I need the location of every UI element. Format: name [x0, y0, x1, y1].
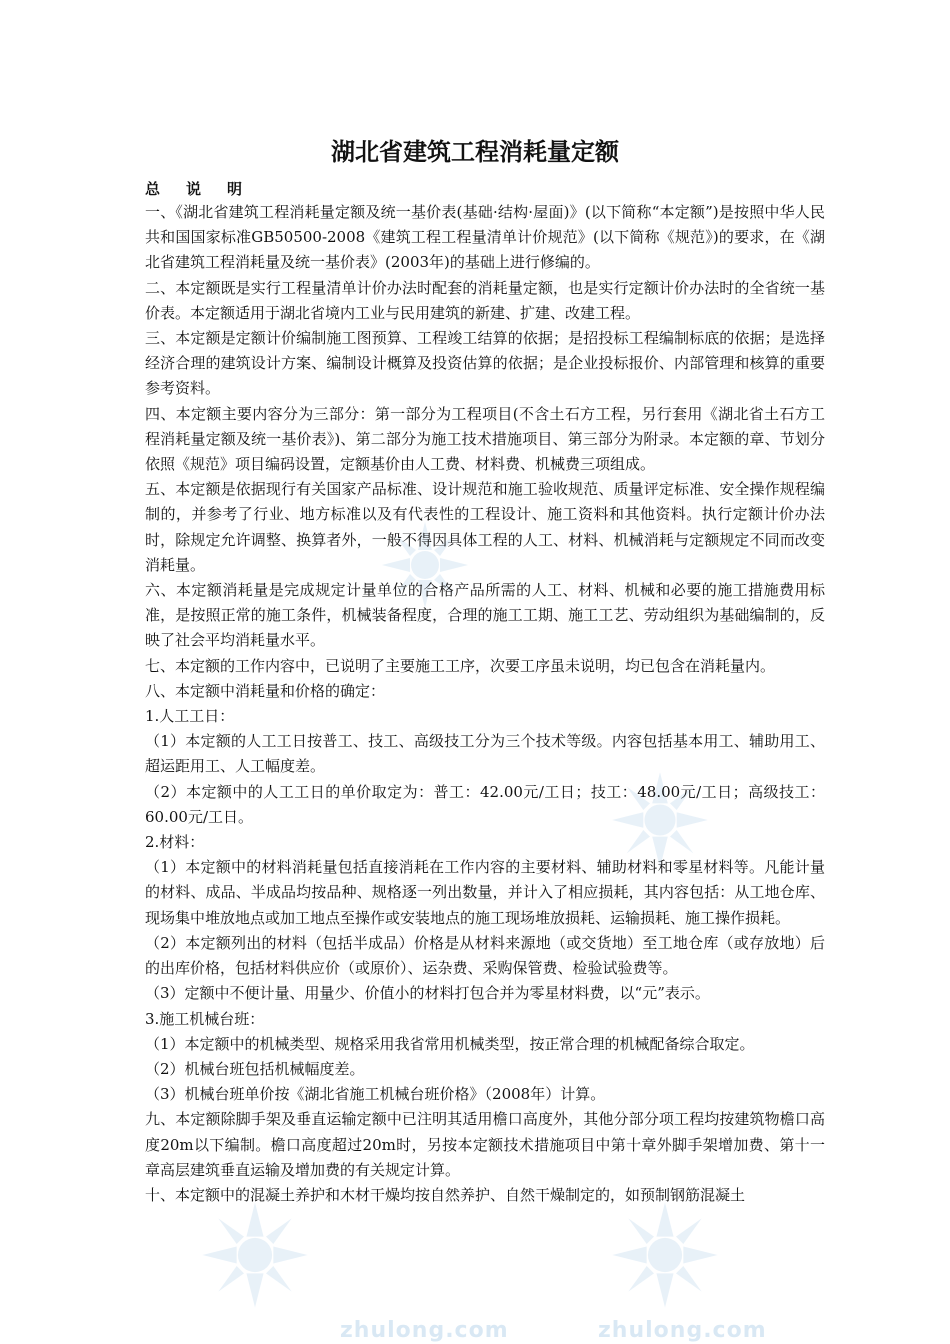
subheading: 3.施工机械台班：: [145, 1009, 265, 1028]
paragraph: （2）机械台班包括机械幅度差。: [145, 1059, 365, 1078]
watermark-logo-icon: [610, 1200, 720, 1310]
paragraph: （3）机械台班单价按《湖北省施工机械台班价格》（2008年）计算。: [145, 1085, 606, 1104]
paragraph: 六、本定额消耗量是完成规定计量单位的合格产品所需的人工、材料、机械和必要的施工措施费用标准，是按照正常的施工条件，机械装备程度，合理的施工工期、施工工艺、劳动组织为基础编制的，反映了社会平均消耗量水平。: [145, 581, 825, 650]
paragraph: 九、本定额除脚手架及垂直运输定额中已注明其适用檐口高度外，其他分部分项工程均按建筑物檐口高度20m以下编制。檐口高度超过20m时，另按本定额技术措施项目中第十章外脚手架增加费、第十一章高层建筑垂直运输及增加费的有关规定计算。: [145, 1110, 825, 1179]
section-heading: 总说明: [145, 180, 269, 198]
subheading: 2.材料：: [145, 833, 205, 852]
paragraph: （2）本定额中的人工工日的单价取定为：普工：42.00元/工日；技工：48.00元/工日；高级技工：60.00元/工日。: [145, 782, 825, 826]
watermark-logo-icon: [200, 1200, 310, 1310]
paragraph: 八、本定额中消耗量和价格的确定：: [145, 681, 386, 700]
paragraph: 二、本定额既是实行工程量清单计价办法时配套的消耗量定额，也是实行定额计价办法时的全省统一基价表。本定额适用于湖北省境内工业与民用建筑的新建、扩建、改建工程。: [145, 278, 825, 322]
document-title: 湖北省建筑工程消耗量定额: [331, 138, 619, 166]
paragraph: （1）本定额中的材料消耗量包括直接消耗在工作内容的主要材料、辅助材料和零星材料等。凡能计量的材料、成品、半成品均按品种、规格逐一列出数量，并计入了相应损耗，其内容包括：从工地仓库、现场集中堆放地点或加工地点至操作或安装地点的施工现场堆放损耗、运输损耗、施工操作损耗。: [145, 858, 825, 927]
paragraph: 十、本定额中的混凝土养护和木材干燥均按自然养护、自然干燥制定的，如预制钢筋混凝土: [145, 1185, 746, 1204]
paragraph: （2）本定额列出的材料（包括半成品）价格是从材料来源地（或交货地）至工地仓库（或存放地）后的出库价格，包括材料供应价（或原价）、运杂费、采购保管费、检验试验费等。: [145, 933, 825, 978]
paragraph: （3）定额中不便计量、用量少、价值小的材料打包合并为零星材料费，以“元”表示。: [145, 984, 710, 1003]
paragraph: （1）本定额的人工工日按普工、技工、高级技工分为三个技术等级。内容包括基本用工、辅助用工、超运距用工、人工幅度差。: [145, 732, 825, 776]
paragraph: （1）本定额中的机械类型、规格采用我省常用机械类型，按正常合理的机械配备综合取定。: [145, 1034, 755, 1053]
subheading: 1.人工工日：: [145, 707, 235, 726]
paragraph: 四、本定额主要内容分为三部分：第一部分为工程项目(不含土石方工程，另行套用《湖北省土石方工程消耗量定额及统一基价表》)、第二部分为施工技术措施项目、第三部分为附录。本定额的章、节划分依照《规范》项目编码设置，定额基价由人工费、材料费、机械费三项组成。: [145, 404, 825, 474]
paragraph: 一、《湖北省建筑工程消耗量定额及统一基价表(基础·结构·屋面)》(以下简称“本定额”)是按照中华人民共和国国家标准GB50500-2008《建筑工程工程量清单计价规范》(以下简称《规范》)的要求，在《湖北省建筑工程消耗量及统一基价表》(2003年)的基础上进行修编的。: [145, 203, 825, 272]
paragraph: 三、本定额是定额计价编制施工图预算、工程竣工结算的依据；是招投标工程编制标底的依据；是选择经济合理的建筑设计方案、编制设计概算及投资估算的依据；是企业投标报价、内部管理和核算的重要参考资料。: [145, 329, 825, 398]
paragraph: 七、本定额的工作内容中，已说明了主要施工工序，次要工序虽未说明，均已包含在消耗量内。: [145, 656, 776, 675]
watermark-text: zhulong.com: [340, 1318, 509, 1343]
paragraph: 五、本定额是依据现行有关国家产品标准、设计规范和施工验收规范、质量评定标准、安全操作规程编制的，并参考了行业、地方标准以及有代表性的工程设计、施工资料和其他资料。执行定额计价办法时，除规定允许调整、换算者外，一般不得因具体工程的人工、材料、机械消耗与定额规定不同而改变消耗量。: [145, 480, 825, 574]
document-body: [145, 200, 825, 1208]
watermark-text: zhulong.com: [598, 1318, 767, 1343]
